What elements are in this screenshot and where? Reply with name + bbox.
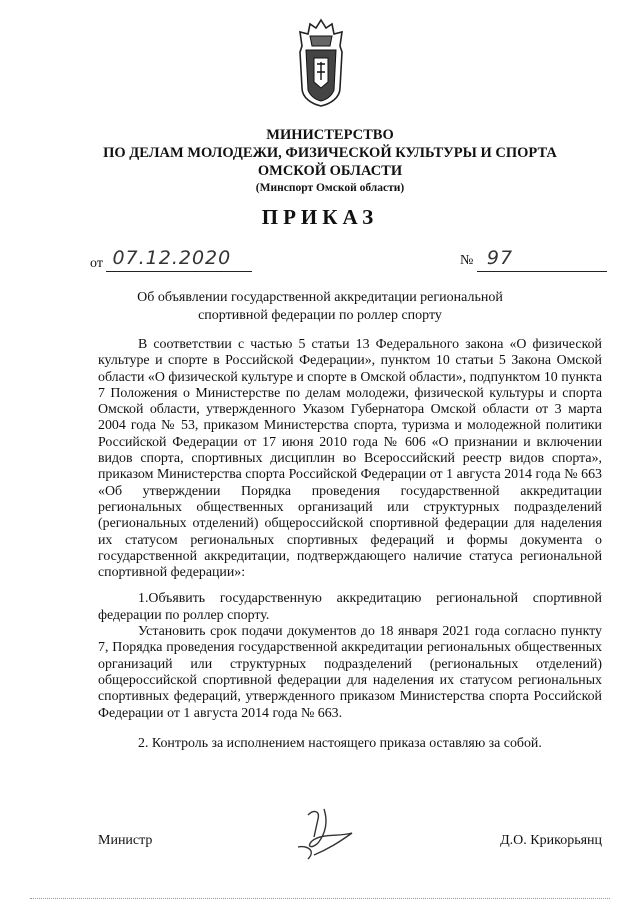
ministry-line-1: МИНИСТЕРСТВО — [266, 127, 394, 143]
signatory-name: Д.О. Крикорьянц — [500, 833, 602, 848]
date-label: от — [90, 256, 103, 271]
paragraph-deadline: Установить срок подачи документов до 18 января 2021 года согласно пункту 7, Порядка проведения государственной аккредитации региональных общественных организаций или структурных подразделений (региональных отделений) общероссийской спортивной федерации для наделения их статусом региональных спортивных федераций, утвержденного приказом Министерства спорта Российской Федерации от 1 августа 2014 года № 663. — [98, 624, 602, 721]
date-value: 07.12.2020 — [112, 247, 232, 269]
signatory-position: Министр — [98, 833, 153, 848]
number-label: № — [460, 253, 474, 268]
order-body — [98, 337, 602, 752]
paragraph-item-2: 2. Контроль за исполнением настоящего приказа оставляю за собой. — [138, 735, 542, 751]
ministry-header — [100, 126, 560, 196]
order-subject: Об объявлении государственной аккредитации региональной спортивной федерации по роллер спорту — [137, 290, 503, 323]
ministry-line-2: ПО ДЕЛАМ МОЛОДЕЖИ, ФИЗИЧЕСКОЙ КУЛЬТУРЫ И СПОРТА — [103, 145, 557, 161]
page-bottom-edge — [30, 898, 610, 899]
number-value: 97 — [486, 247, 514, 269]
ministry-line-3: ОМСКОЙ ОБЛАСТИ — [257, 163, 403, 179]
paragraph-preamble: В соответствии с частью 5 статьи 13 Федерального закона «О физической культуре и спорте в Российской Федерации», пунктом 10 статьи 5 Закона Омской области «О физической культуре и спорте в Омской области», подпунктом 10 пункта 7 Положения о Министерстве по делам молодежи, физической культуры и спорта Омской области, утвержденного Указом Губернатора Омской области от 3 марта 2004 года № 53, приказом Министерства спорта, туризма и молодежной политики Российской Федерации от 17 июня 2010 года № 606 «О признании и включении видов спорта, спортивных дисциплин во Всероссийский реестр видов спорта», приказом Министерства спорта Российской Федерации от 1 августа 2014 года № 663 «Об утверждении Порядка проведения государственной аккредитации региональных общественных организаций или структурных подразделений (региональных отделений) общероссийской спортивной федерации для наделения их статусом региональных спортивных федераций и формы документа о государственной аккредитации, подтверждающего наличие статуса региональной спортивной федерации»: — [98, 337, 602, 581]
ministry-abbreviation: (Минспорт Омской области) — [255, 182, 405, 194]
paragraph-item-1: 1.Объявить государственную аккредитацию региональной спортивной федерации по роллер спорту. — [98, 591, 602, 623]
handwritten-signature — [278, 803, 368, 863]
omsk-coat-of-arms-icon — [296, 18, 346, 108]
order-date — [90, 248, 252, 272]
order-number — [460, 248, 607, 272]
document-type-title: ПРИКАЗ — [261, 205, 379, 229]
